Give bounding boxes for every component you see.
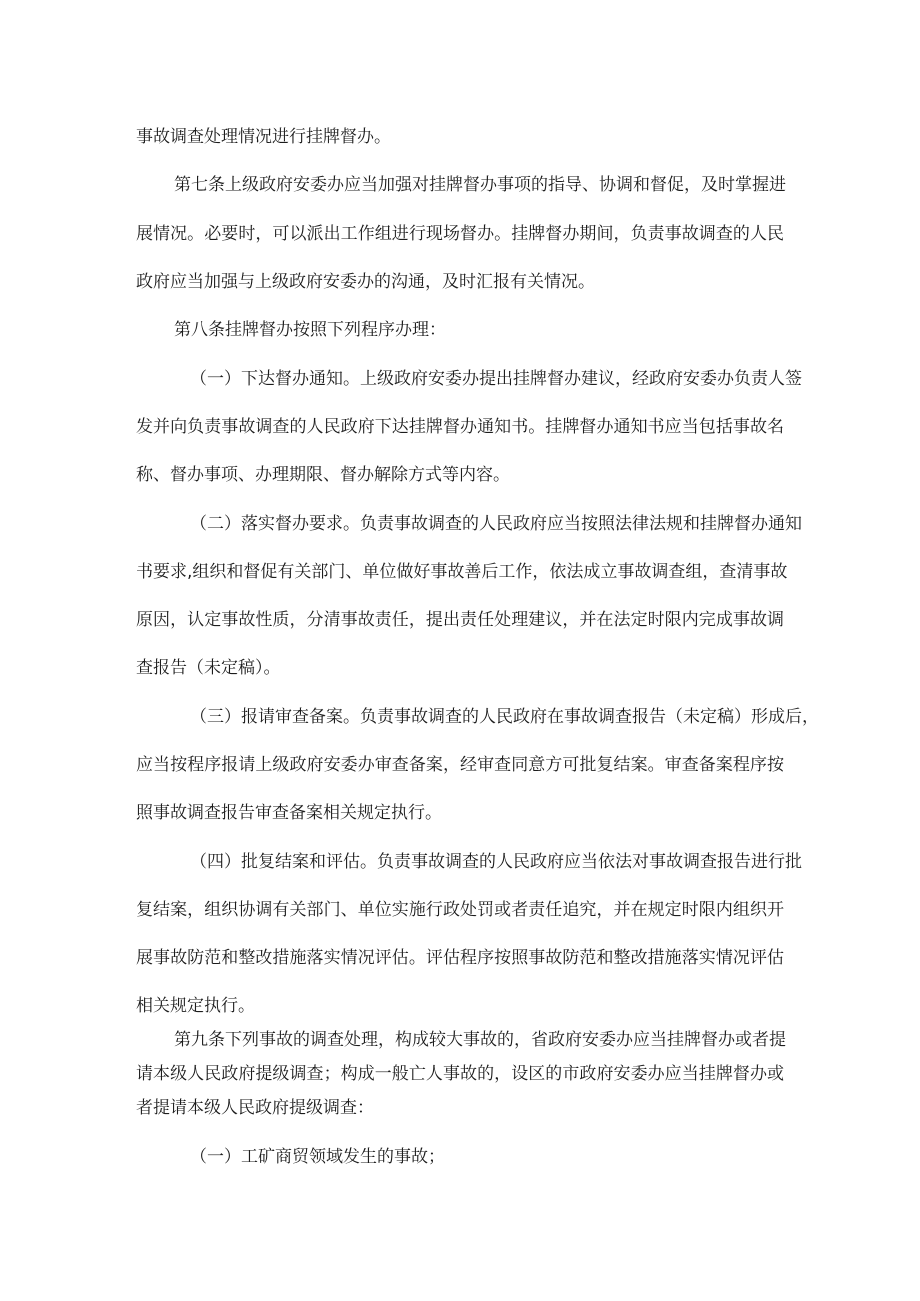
article-8-item-4-line: 相关规定执行。 — [136, 996, 255, 1016]
paragraph-line: 事故调查处理情况进行挂牌督办。 — [136, 127, 391, 147]
article-8-item-1-line: 发并向负责事故调查的人民政府下达挂牌督办通知书。挂牌督办通知书应当包括事故名 — [136, 417, 784, 437]
article-9-line: 请本级人民政府提级调查；构成一般亡人事故的，设区的市政府安委办应当挂牌督办或 — [136, 1064, 784, 1084]
article-8-item-4-line: 展事故防范和整改措施落实情况评估。评估程序按照事故防范和整改措施落实情况评估 — [136, 948, 784, 968]
article-8-item-2-line: 书要求,组织和督促有关部门、单位做好事故善后工作，依法成立事故调查组，查清事故 — [136, 562, 788, 582]
article-8-item-1-line: 称、督办事项、办理期限、督办解除方式等内容。 — [136, 465, 510, 485]
article-8-item-1-line: （一）下达督办通知。上级政府安委办提出挂牌督办建议，经政府安委办负责人签 — [190, 369, 802, 389]
article-7-line: 第七条上级政府安委办应当加强对挂牌督办事项的指导、协调和督促，及时掌握进 — [174, 175, 786, 195]
article-7-line: 政府应当加强与上级政府安委办的沟通，及时汇报有关情况。 — [136, 272, 595, 292]
article-8-item-2-line: （二）落实督办要求。负责事故调查的人民政府应当按照法律法规和挂牌督办通知 — [190, 514, 802, 534]
article-9-item-1-line: （一）工矿商贸领域发生的事故； — [190, 1147, 445, 1167]
article-8-item-2-line: 查报告（未定稿）。 — [136, 658, 281, 678]
article-8-heading: 第八条挂牌督办按照下列程序办理： — [174, 320, 446, 340]
article-7-line: 展情况。必要时，可以派出工作组进行现场督办。挂牌督办期间，负责事故调查的人民 — [136, 224, 784, 244]
article-8-item-2-line: 原因，认定事故性质，分清事故责任，提出责任处理建议，并在法定时限内完成事故调 — [136, 610, 784, 630]
article-8-item-3-line: 应当按程序报请上级政府安委办审查备案，经审查同意方可批复结案。审查备案程序按 — [136, 755, 784, 775]
article-9-line: 第九条下列事故的调查处理，构成较大事故的，省政府安委办应当挂牌督办或者提 — [174, 1030, 786, 1050]
article-8-item-4-line: 复结案，组织协调有关部门、单位实施行政处罚或者责任追究，并在规定时限内组织开 — [136, 900, 784, 920]
article-8-item-3-line: 照事故调查报告审查备案相关规定执行。 — [136, 803, 442, 823]
article-8-item-3-line: （三）报请审查备案。负责事故调查的人民政府在事故调查报告（未定稿）形成后， — [190, 707, 819, 727]
article-8-item-4-line: （四）批复结案和评估。负责事故调查的人民政府应当依法对事故调查报告进行批 — [190, 852, 802, 872]
article-9-line: 者提请本级人民政府提级调查： — [136, 1098, 374, 1118]
